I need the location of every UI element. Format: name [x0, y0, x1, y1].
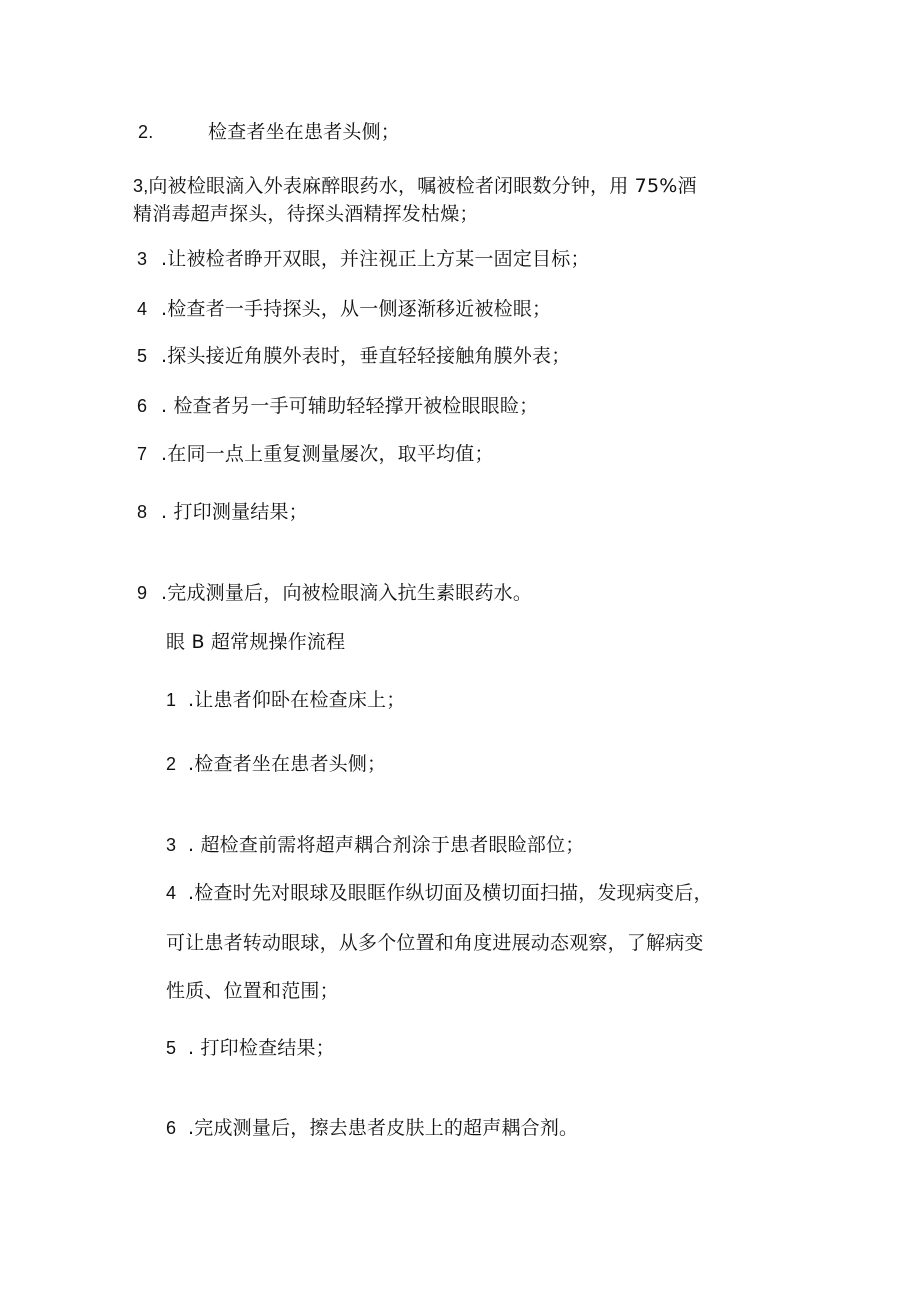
step-text: .在同一点上重复测量屡次，取平均值； — [161, 443, 494, 465]
step-text: . 打印检查结果； — [188, 1037, 335, 1059]
step-text: . 超检查前需将超声耦合剂涂于患者眼睑部位； — [188, 834, 585, 856]
step-number: 3 — [166, 835, 177, 855]
step-a-3-comma — [133, 173, 697, 199]
step-number: 8 — [137, 502, 148, 522]
step-number: 5 — [137, 346, 148, 366]
step-number: 6 — [166, 1118, 177, 1138]
step-text-continuation: 精消毒超声探头，待探头酒精挥发枯燥； — [133, 203, 479, 225]
step-text: .检查者坐在患者头侧； — [188, 753, 387, 775]
step-text: .探头接近角膜外表时，垂直轻轻接触角膜外表； — [161, 345, 571, 367]
step-text: .检查时先对眼球及眼眶作纵切面及横切面扫描，发现病变后， — [188, 882, 713, 904]
step-a-7 — [137, 441, 494, 467]
step-b-4-continuation-2: 性质、位置和范围； — [166, 980, 339, 1002]
section-title: 眼 B 超常规操作流程 — [166, 631, 346, 653]
step-number: 3 — [137, 249, 148, 269]
step-a-2 — [138, 119, 400, 145]
step-text: 向被检眼滴入外表麻醉眼药水，嘱被检者闭眼数分钟，用 75%酒 — [148, 175, 697, 197]
step-text: .让患者仰卧在检查床上； — [188, 689, 406, 711]
step-number: 7 — [137, 444, 148, 464]
step-text: . 打印测量结果； — [161, 501, 308, 523]
step-number: 9 — [137, 583, 148, 603]
step-a-5 — [137, 343, 570, 369]
step-text: .完成测量后，向被检眼滴入抗生素眼药水。 — [161, 582, 533, 604]
step-number: 2. — [138, 122, 154, 142]
step-b-4 — [166, 880, 713, 906]
step-number: 6 — [137, 396, 148, 416]
step-a-3 — [137, 246, 590, 272]
step-b-1 — [166, 687, 405, 713]
step-number: 4 — [137, 299, 148, 319]
step-text: . 检查者另一手可辅助轻轻撑开被检眼眼睑； — [161, 395, 539, 417]
step-b-4-continuation-1: 可让患者转动眼球，从多个位置和角度进展动态观察，了解病变 — [166, 932, 704, 954]
step-a-4 — [137, 296, 551, 322]
step-a-3-continuation — [133, 201, 479, 227]
step-a-9 — [137, 580, 532, 606]
step-number: 3, — [133, 176, 149, 196]
step-text: 检查者坐在患者头侧； — [208, 121, 401, 143]
step-text: .完成测量后，擦去患者皮肤上的超声耦合剂。 — [188, 1117, 579, 1139]
step-a-6 — [137, 393, 538, 419]
step-number: 5 — [166, 1038, 177, 1058]
step-b-3 — [166, 832, 584, 858]
step-b-2 — [166, 751, 386, 777]
step-number: 4 — [166, 883, 177, 903]
step-text: .检查者一手持探头，从一侧逐渐移近被检眼； — [161, 298, 552, 320]
step-number: 2 — [166, 754, 177, 774]
step-number: 1 — [166, 690, 177, 710]
step-text: .让被检者睁开双眼，并注视正上方某一固定目标； — [161, 248, 590, 270]
step-b-5 — [166, 1035, 335, 1061]
step-a-8 — [137, 499, 308, 525]
step-b-6 — [166, 1115, 578, 1141]
